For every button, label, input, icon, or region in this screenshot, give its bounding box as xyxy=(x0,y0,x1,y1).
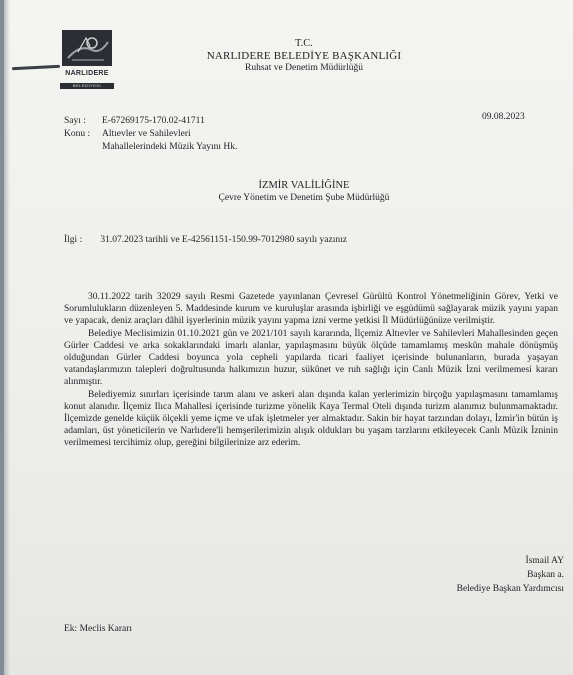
header-department: Ruhsat ve Denetim Müdürlüğü xyxy=(245,63,363,73)
header-country: T.C. xyxy=(295,38,313,49)
body-paragraph: Belediyemiz sınırları içerisinde tarım alanı ve askeri alan dışında kalan yerlerimizin birçoğu yapılaşmasını tamamlamış konut alanıdır. İlçemiz Ilıca Mahallesi içerisinde turizme yönelik Kaya Termal Oteli dışında turizm alanımız bulunmamaktadır. İlçemizde genelde küçük ölçekli yeme içme ve ufak işletmeler yer almaktadır. Sakin bir hayat tarzından dolayı, İzmir'in bütün iş adamları, üst yöneticilerin ve Narlıdere'li hemşerilerimizin alışık oldukları bu yaşam tarzlarını etkileyecek Canlı Müzik İzninin verilmemesi tercihimiz olup, gereğini bilgilerinize arz ederim. xyxy=(64,389,558,449)
ilgi-label: İlgi : xyxy=(64,235,83,245)
recipient-department: Çevre Yönetim ve Denetim Şube Müdürlüğü xyxy=(218,193,390,203)
sayi-value: E-67269175-170.02-41711 xyxy=(102,116,205,126)
letter-body xyxy=(64,291,558,450)
konu-label: Konu : xyxy=(64,129,91,139)
page-edge-shadow xyxy=(4,0,10,675)
sayi-label: Sayı : xyxy=(64,116,86,126)
ilgi-text: 31.07.2023 tarihli ve E-42561151-150.99-7012980 sayılı yazınız xyxy=(100,235,347,245)
signatory-title-2: Belediye Başkan Yardımcısı xyxy=(456,584,564,594)
document-date: 09.08.2023 xyxy=(482,112,525,122)
logo-emblem-icon xyxy=(62,30,112,66)
pen-stroke-mark xyxy=(12,65,60,71)
konu-line-1: Altıevler ve Sahilevleri xyxy=(102,129,191,139)
body-paragraph: Belediye Meclisimizin 01.10.2021 gün ve 2021/101 sayılı kararında, İlçemiz Altıevler ve Sahilevleri Mahallesinden geçen Gürler Caddesi ve arka sokaklarındaki imarlı alanlar, yapılaşmasını büyük ölçüde tamamlamış meskûn mahale dönüşmüş olduğundan Gürler Caddesi boyunca yola cepheli yapılarda ticari faaliyet içerisinde bulunanların, burada yaşayan vatandaşlarımızın talepleri doğrultusunda halkımızın huzur, sükûnet ve ruh sağlığı için Canlı Müzik İzni verilmemesi kararı alınmıştır. xyxy=(64,328,558,388)
signatory-name: İsmail AY xyxy=(525,556,564,566)
recipient-name: İZMİR VALİLİĞİNE xyxy=(258,180,350,191)
signatory-title-1: Başkan a. xyxy=(527,570,564,580)
body-paragraph: 30.11.2022 tarih 32029 sayılı Resmi Gazetede yayınlanan Çevresel Gürültü Kontrol Yönetmeliğinin Görev, Yetki ve Sorumlulukların düzenleyen 5. Maddesinde kurum ve kuruluşlar arasında işbirliği ve eşgüdümü sağlayarak müzik yayını yapan ve yapacak, deniz araçları dâhil işyerlerinin müzik yayını yapma izni verme yetkisi İl Müdürlüğünüze verilmiştir. xyxy=(64,292,558,327)
logo-wordmark: NARLIDERE xyxy=(65,70,109,77)
logo-subtext: BELEDİYESİ xyxy=(60,83,114,89)
header-municipality: NARLIDERE BELEDİYE BAŞKANLIĞI xyxy=(206,50,402,62)
konu-line-2: Mahallelerindeki Müzik Yayını Hk. xyxy=(102,142,238,152)
municipality-logo xyxy=(58,30,116,94)
document-page xyxy=(4,0,573,675)
ilgi-line xyxy=(64,235,347,245)
attachment-note: Ek: Meclis Kararı xyxy=(64,624,133,634)
